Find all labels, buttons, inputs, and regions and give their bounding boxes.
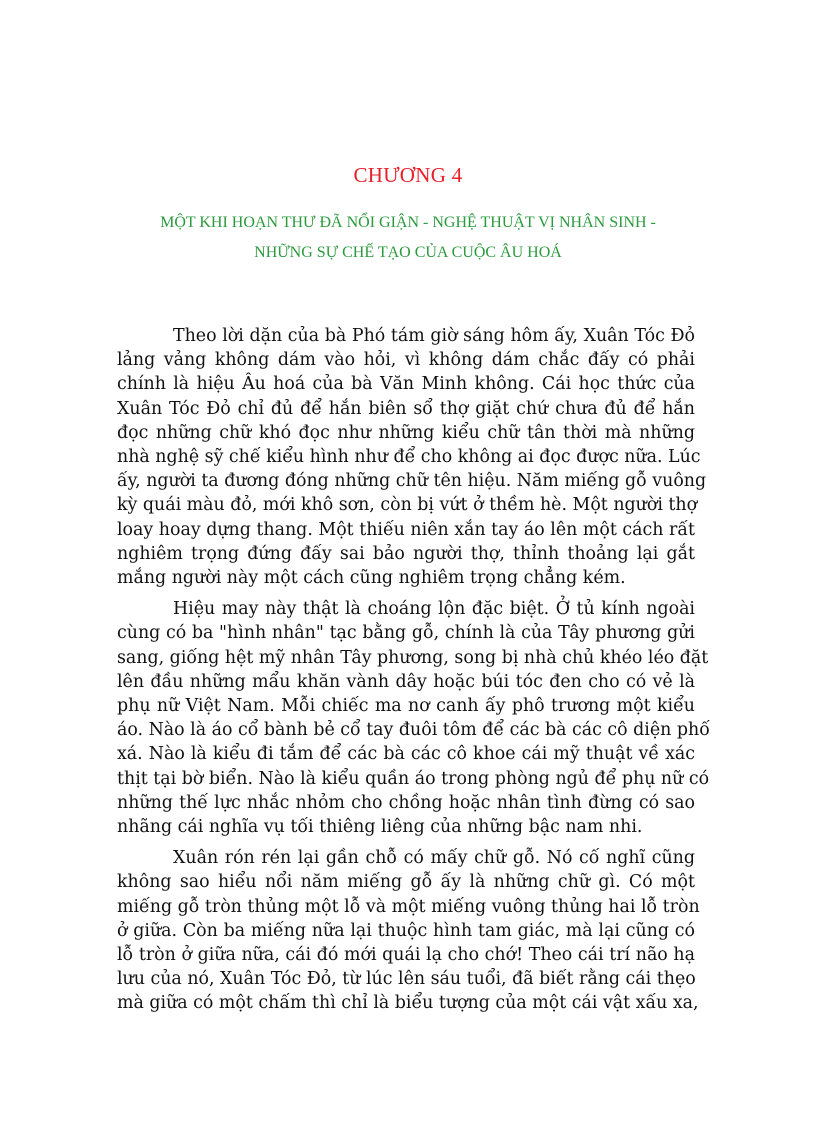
paragraph bbox=[117, 846, 700, 1015]
text-line: không sao hiểu nổi năm miếng gỗ ấy là những chữ gì. Có một bbox=[117, 872, 695, 893]
text-line: Hiệu may này thật là choáng lộn đặc biệt. Ở tủ kính ngoài bbox=[173, 599, 695, 620]
text-line: miếng gỗ tròn thủng một lỗ và một miếng vuông thủng hai lỗ tròn bbox=[117, 896, 700, 917]
text-line: mà giữa có một chấm thì chỉ là biểu tượng của một cái vật xấu xa, bbox=[117, 993, 699, 1014]
text-line: nghiêm trọng đứng đấy sai bảo người thợ, thỉnh thoảng lại gắt bbox=[117, 543, 695, 564]
text-line: thịt tại bờ biển. Nào là kiểu quần áo trong phòng ngủ để phụ nữ có bbox=[117, 768, 710, 789]
text-line: ấy, người ta đương đóng những chữ tên hiệu. Năm miếng gỗ vuông bbox=[117, 471, 707, 492]
text-line: áo. Nào là áo cổ bành bẻ cổ tay đuôi tôm để các bà các cô diện phố bbox=[117, 720, 710, 741]
text-line: đọc những chữ khó đọc như những kiểu chữ tân thời mà những bbox=[117, 422, 695, 443]
text-line: xá. Nào là kiểu đi tắm để các bà các cô khoe cái mỹ thuật về xác bbox=[117, 744, 695, 765]
chapter-subtitle bbox=[60, 208, 756, 268]
paragraph bbox=[117, 597, 710, 839]
text-line: loay hoay dựng thang. Một thiếu niên xắn tay áo lên một cách rất bbox=[117, 519, 695, 540]
text-line: lảng vảng không dám vào hỏi, vì không dám chắc đấy có phải bbox=[117, 350, 695, 371]
text-line: nhãng cái nghĩa vụ tối thiêng liêng của những bậc nam nhi. bbox=[117, 817, 643, 838]
text-line: phụ nữ Việt Nam. Mỗi chiếc ma nơ canh ấy phô trương một kiểu bbox=[117, 696, 695, 717]
text-line: lên đầu những mẩu khăn vành dây hoặc búi tóc đen cho có vẻ là bbox=[117, 671, 695, 692]
text-line: những thế lực nhắc nhỏm cho chồng hoặc nhân tình đừng có sao bbox=[117, 792, 695, 813]
text-line: cùng có ba "hình nhân" tạc bằng gỗ, chính là của Tây phương gửi bbox=[117, 623, 695, 644]
chapter-subtitle-line: NHỮNG SỰ CHẾ TẠO CỦA CUỘC ÂU HOÁ bbox=[254, 244, 562, 261]
text-line: sang, giống hệt mỹ nhân Tây phương, song bị nhà chủ khéo léo đặt bbox=[117, 647, 709, 668]
text-line: kỳ quái màu đỏ, mới khô sơn, còn bị vứt ở thềm hè. Một người thợ bbox=[117, 495, 698, 516]
text-line: nhà nghệ sỹ chế kiểu hình như để cho không ai đọc được nữa. Lúc bbox=[117, 447, 701, 468]
text-line: lưu của nó, Xuân Tóc Đỏ, từ lúc lên sáu tuổi, đã biết rằng cái thẹo bbox=[117, 969, 696, 990]
text-line: Xuân Tóc Đỏ chỉ đủ để hắn biên sổ thợ giặt chứ chưa đủ để hắn bbox=[117, 398, 695, 419]
text-line: ở giữa. Còn ba miếng nữa lại thuộc hình tam giác, mà lại cũng có bbox=[117, 920, 695, 941]
text-line: mắng người này một cách cũng nghiêm trọng chẳng kém. bbox=[117, 568, 626, 589]
chapter-subtitle-line: MỘT KHI HOẠN THƯ ĐÃ NỔI GIẬN - NGHỆ THUẬT VỊ NHÂN SINH - bbox=[160, 214, 656, 231]
text-line: Xuân rón rén lại gần chỗ có mấy chữ gỗ. Nó cố nghĩ cũng bbox=[173, 848, 695, 869]
text-line: lỗ tròn ở giữa nữa, cái đó mới quái lạ cho chớ! Theo cái trí não hạ bbox=[117, 945, 695, 966]
chapter-title: CHƯƠNG 4 bbox=[353, 163, 463, 187]
text-line: Theo lời dặn của bà Phó tám giờ sáng hôm ấy, Xuân Tóc Đỏ bbox=[173, 326, 695, 346]
text-line: chính là hiệu Âu hoá của bà Văn Minh không. Cái học thức của bbox=[117, 374, 695, 395]
chapter-body bbox=[117, 324, 710, 1023]
paragraph bbox=[117, 324, 707, 590]
